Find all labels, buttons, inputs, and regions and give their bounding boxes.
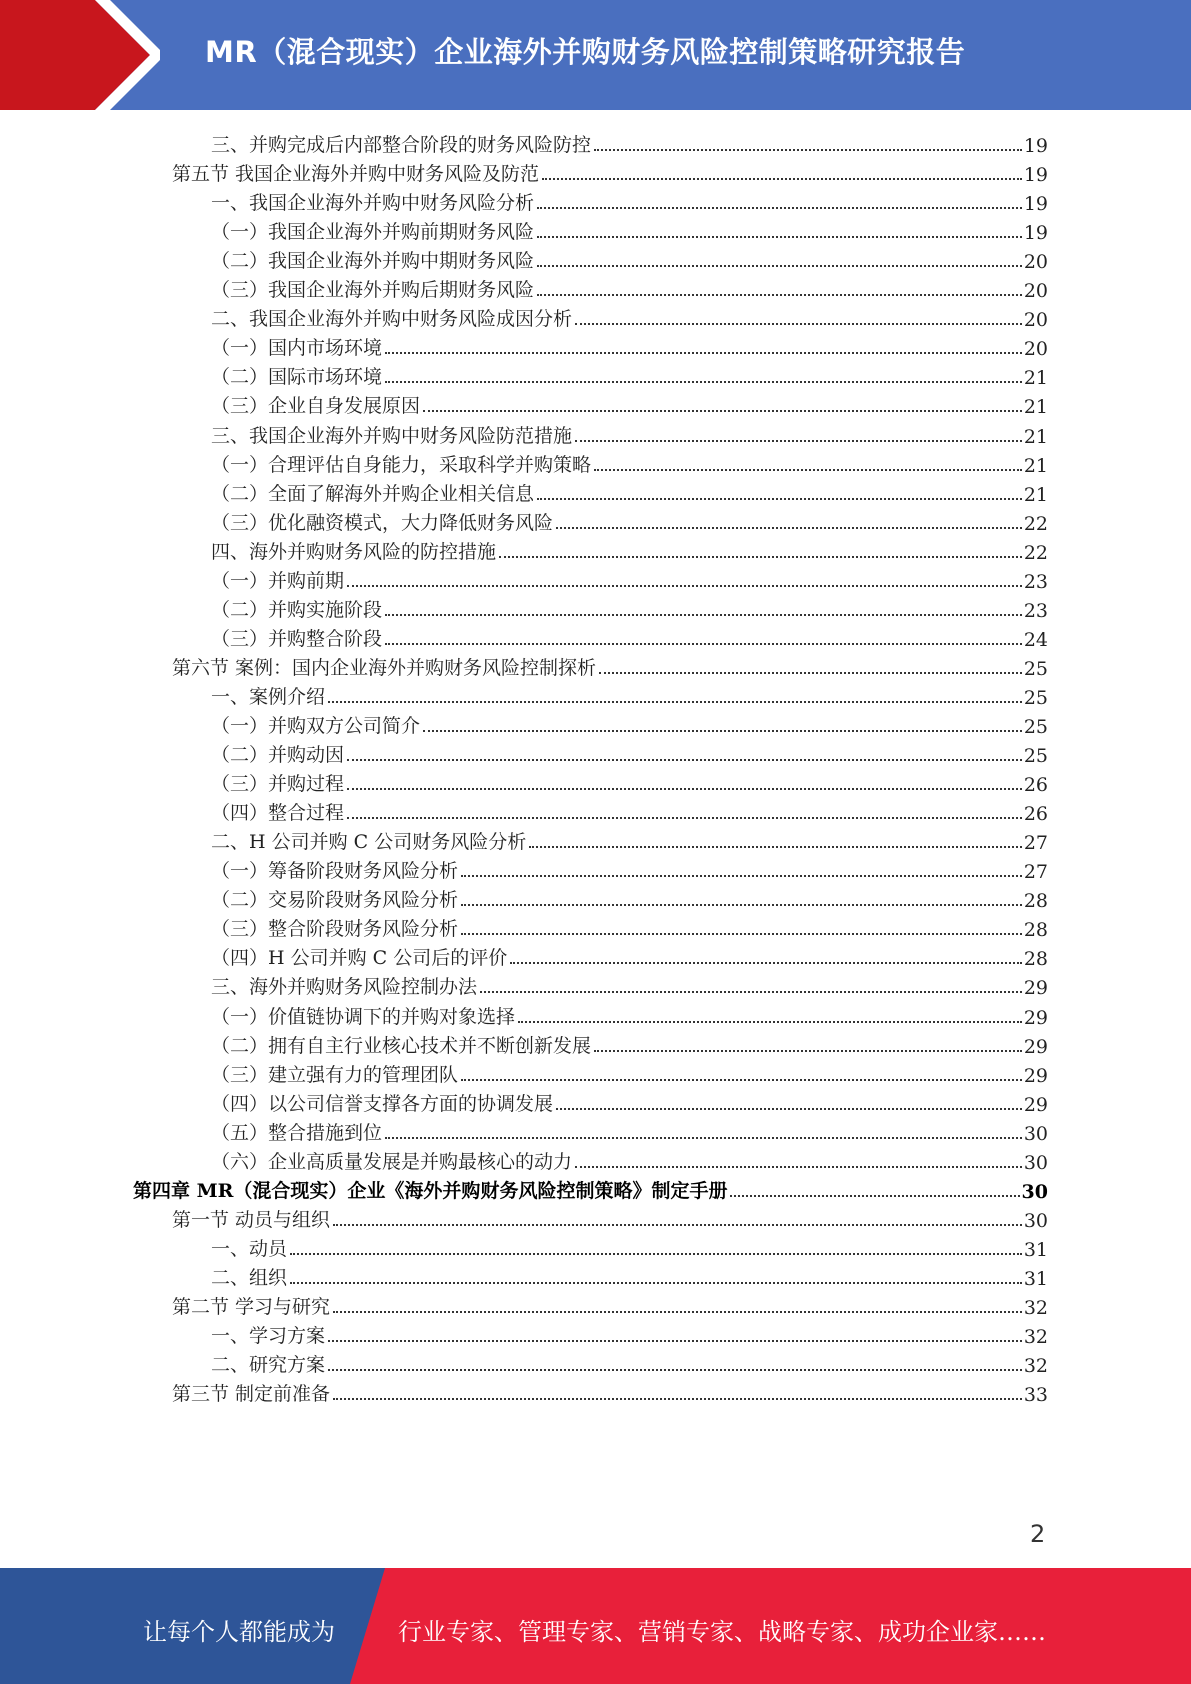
toc-entry-title: 三、并购完成后内部整合阶段的财务风险防控 xyxy=(211,134,592,156)
toc-entry-title: （一）并购双方公司简介 xyxy=(211,715,421,737)
toc-entry[interactable] xyxy=(211,1346,1048,1377)
toc-dot-leader xyxy=(537,264,1022,267)
toc-entry-title: （二）全面了解海外并购企业相关信息 xyxy=(211,482,535,505)
toc-entry-title: （五）整合措施到位 xyxy=(211,1121,383,1144)
toc-entry-page: 32 xyxy=(1023,1355,1048,1378)
toc-entry-title: 一、我国企业海外并购中财务风险分析 xyxy=(211,192,535,215)
header-chevron-icon xyxy=(0,0,160,110)
toc-dot-leader xyxy=(537,293,1022,296)
toc-entry-page: 25 xyxy=(1023,657,1048,680)
toc-entry-page: 19 xyxy=(1023,164,1048,187)
footer-slogan-right: 行业专家、管理专家、营销专家、战略专家、成功企业家…… xyxy=(398,1618,1046,1646)
toc-entry-page: 29 xyxy=(1023,1035,1048,1058)
toc-dot-leader xyxy=(461,1078,1022,1081)
toc-dot-leader xyxy=(385,351,1022,354)
toc-dot-leader xyxy=(347,816,1022,819)
toc-dot-leader xyxy=(347,787,1022,790)
toc-entry-title: （三）并购整合阶段 xyxy=(211,627,383,650)
header-band xyxy=(0,0,1191,110)
toc-entry[interactable] xyxy=(211,533,1048,564)
toc-entry-page: 32 xyxy=(1023,1297,1048,1319)
toc-entry-title: 二、组织 xyxy=(211,1266,288,1289)
toc-entry-title: 第二节 学习与研究 xyxy=(172,1296,331,1318)
toc-entry[interactable] xyxy=(211,213,1048,244)
toc-dot-leader xyxy=(594,1049,1022,1052)
toc-entry-title: 第六节 案例：国内企业海外并购财务风险控制探析 xyxy=(172,656,597,679)
toc-entry[interactable] xyxy=(172,649,1048,680)
toc-entry[interactable] xyxy=(211,998,1048,1029)
toc-entry-page: 23 xyxy=(1023,570,1048,593)
toc-entry-page: 27 xyxy=(1023,861,1048,884)
toc-entry[interactable] xyxy=(211,823,1048,854)
toc-entry[interactable] xyxy=(211,707,1048,738)
toc-dot-leader xyxy=(385,1136,1022,1139)
toc-dot-leader xyxy=(542,177,1022,180)
toc-entry[interactable] xyxy=(211,562,1048,593)
toc-entry[interactable] xyxy=(211,1056,1048,1087)
footer-slogan-left: 让每个人都能成为 xyxy=(143,1618,335,1646)
toc-entry[interactable] xyxy=(211,358,1048,389)
toc-dot-leader xyxy=(290,1252,1022,1255)
toc-entry-title: （二）交易阶段财务风险分析 xyxy=(211,889,459,912)
toc-entry-title: （三）优化融资模式，大力降低财务风险 xyxy=(211,511,554,534)
toc-dot-leader xyxy=(423,409,1022,412)
toc-dot-leader xyxy=(556,1107,1022,1110)
toc-entry-title: 一、动员 xyxy=(211,1237,288,1260)
toc-entry[interactable] xyxy=(211,852,1048,883)
toc-entry-title: 第三节 制定前准备 xyxy=(172,1383,331,1406)
toc-entry-page: 27 xyxy=(1023,832,1048,855)
toc-entry[interactable] xyxy=(172,1375,1048,1406)
toc-dot-leader xyxy=(461,874,1022,877)
toc-entry-title: 一、案例介绍 xyxy=(211,685,326,708)
toc-entry-page: 26 xyxy=(1023,803,1048,826)
toc-entry-page: 31 xyxy=(1023,1238,1048,1261)
toc-entry-page: 21 xyxy=(1023,367,1048,390)
toc-entry-title: （二）并购动因 xyxy=(211,744,345,767)
toc-entry[interactable] xyxy=(211,1114,1048,1145)
toc-entry-title: （二）并购实施阶段 xyxy=(211,598,383,621)
toc-dot-leader xyxy=(347,758,1022,761)
toc-entry-title: （二）国际市场环境 xyxy=(211,366,383,389)
toc-dot-leader xyxy=(480,990,1022,993)
toc-entry-page: 25 xyxy=(1023,745,1048,768)
toc-entry-title: （一）我国企业海外并购前期财务风险 xyxy=(211,221,535,244)
toc-entry-page: 20 xyxy=(1023,251,1048,274)
toc-dot-leader xyxy=(556,526,1022,529)
toc-entry-page: 22 xyxy=(1023,512,1048,535)
toc-entry-page: 32 xyxy=(1023,1326,1048,1349)
toc-entry-page: 33 xyxy=(1023,1384,1048,1407)
toc-dot-leader xyxy=(518,1020,1022,1023)
toc-entry[interactable] xyxy=(211,126,1048,157)
toc-entry[interactable] xyxy=(172,1201,1048,1232)
toc-entry-title: （三）并购过程 xyxy=(211,773,345,796)
toc-dot-leader xyxy=(575,1165,1022,1168)
toc-entry[interactable] xyxy=(211,1317,1048,1348)
toc-entry-page: 21 xyxy=(1023,454,1048,477)
toc-entry[interactable] xyxy=(211,1085,1048,1116)
toc-entry[interactable] xyxy=(211,329,1048,360)
toc-dot-leader xyxy=(499,555,1022,558)
toc-entry-title: （三）企业自身发展原因 xyxy=(211,395,421,418)
toc-entry-title: 二、研究方案 xyxy=(211,1354,326,1377)
toc-entry-page: 20 xyxy=(1023,338,1048,361)
footer-band xyxy=(0,1568,1191,1684)
toc-dot-leader xyxy=(594,468,1022,471)
toc-dot-leader xyxy=(333,1223,1022,1226)
toc-entry[interactable] xyxy=(172,155,1048,186)
toc-entry-page: 30 xyxy=(1023,1122,1048,1145)
toc-entry-page: 21 xyxy=(1023,483,1048,506)
toc-entry-page: 31 xyxy=(1023,1267,1048,1290)
toc-entry[interactable] xyxy=(211,939,1048,970)
toc-entry[interactable] xyxy=(172,1288,1048,1319)
toc-dot-leader xyxy=(510,961,1022,964)
toc-entry[interactable] xyxy=(211,475,1048,506)
toc-entry-title: （三）我国企业海外并购后期财务风险 xyxy=(211,279,535,302)
toc-entry[interactable] xyxy=(211,446,1048,477)
toc-entry-title: （一）并购前期 xyxy=(211,569,345,592)
toc-entry[interactable] xyxy=(211,736,1048,767)
toc-entry-page: 25 xyxy=(1023,686,1048,709)
toc-entry-title: （二）我国企业海外并购中期财务风险 xyxy=(211,250,535,273)
toc-entry-title: （四）整合过程 xyxy=(211,802,345,825)
toc-entry[interactable] xyxy=(211,271,1048,302)
toc-entry-page: 28 xyxy=(1023,919,1048,942)
toc-entry-page: 20 xyxy=(1023,280,1048,303)
toc-dot-leader xyxy=(537,497,1022,500)
toc-entry[interactable] xyxy=(211,620,1048,651)
toc-entry-title: （一）合理评估自身能力，采取科学并购策略 xyxy=(211,453,592,476)
toc-entry[interactable] xyxy=(211,910,1048,941)
toc-dot-leader xyxy=(328,700,1022,703)
page-number: 2 xyxy=(1030,1520,1046,1548)
toc-entry-title: （四）以公司信誉支撑各方面的协调发展 xyxy=(211,1092,554,1115)
toc-dot-leader xyxy=(575,439,1022,442)
toc-entry-page: 19 xyxy=(1023,222,1048,245)
toc-entry-page: 19 xyxy=(1023,193,1048,216)
toc-entry-title: 四、海外并购财务风险的防控措施 xyxy=(211,540,497,563)
toc-entry[interactable] xyxy=(211,242,1048,273)
toc-dot-leader xyxy=(385,380,1022,383)
toc-entry-page: 29 xyxy=(1023,1064,1048,1087)
toc-entry-title: （二）拥有自主行业核心技术并不断创新发展 xyxy=(211,1034,592,1057)
toc-entry-page: 25 xyxy=(1023,716,1048,738)
toc-entry-title: （四）H 公司并购 C 公司后的评价 xyxy=(211,947,508,970)
toc-entry[interactable] xyxy=(211,504,1048,535)
toc-entry-page: 22 xyxy=(1023,541,1048,564)
toc-entry-page: 29 xyxy=(1023,1093,1048,1116)
toc-entry[interactable] xyxy=(211,1027,1048,1058)
toc-entry[interactable] xyxy=(211,881,1048,912)
toc-dot-leader xyxy=(423,729,1022,732)
toc-entry-title: （一）价值链协调下的并购对象选择 xyxy=(211,1005,516,1028)
document-title: MR（混合现实）企业海外并购财务风险控制策略研究报告 xyxy=(205,35,966,69)
toc-entry[interactable] xyxy=(211,184,1048,215)
toc-entry-title: 第一节 动员与组织 xyxy=(172,1208,331,1231)
toc-dot-leader xyxy=(333,1397,1022,1400)
toc-entry-page: 29 xyxy=(1023,1006,1048,1029)
toc-entry[interactable] xyxy=(211,765,1048,796)
toc-entry[interactable] xyxy=(211,968,1048,999)
toc-entry[interactable] xyxy=(211,1230,1048,1261)
toc-entry-title: 三、我国企业海外并购中财务风险防范措施 xyxy=(211,424,573,447)
toc-entry[interactable] xyxy=(133,1172,1048,1203)
toc-entry-page: 20 xyxy=(1023,309,1048,332)
toc-entry[interactable] xyxy=(211,794,1048,825)
toc-dot-leader xyxy=(461,903,1022,906)
toc-dot-leader xyxy=(385,613,1022,616)
toc-dot-leader xyxy=(599,671,1022,674)
toc-entry-title: 第四章 MR（混合现实）企业《海外并购财务风险控制策略》制定手册 xyxy=(133,1179,728,1202)
toc-entry-page: 23 xyxy=(1023,599,1048,622)
toc-dot-leader xyxy=(529,845,1022,848)
toc-dot-leader xyxy=(537,235,1022,238)
toc-dot-leader xyxy=(333,1310,1022,1313)
toc-entry-page: 24 xyxy=(1023,628,1048,651)
toc-dot-leader xyxy=(461,932,1022,935)
toc-entry[interactable] xyxy=(211,300,1048,331)
toc-dot-leader xyxy=(328,1339,1022,1342)
toc-dot-leader xyxy=(575,322,1022,325)
toc-entry-page: 29 xyxy=(1023,977,1048,1000)
toc-entry-title: （一）国内市场环境 xyxy=(211,337,383,360)
toc-entry-page: 21 xyxy=(1023,425,1048,448)
toc-entry-page: 30 xyxy=(1021,1180,1048,1203)
toc-entry-title: （六）企业高质量发展是并购最核心的动力 xyxy=(211,1150,573,1173)
toc-entry-title: （三）整合阶段财务风险分析 xyxy=(211,918,459,941)
toc-dot-leader xyxy=(385,642,1022,645)
toc-entry[interactable] xyxy=(211,417,1048,448)
toc-entry-page: 30 xyxy=(1023,1209,1048,1232)
toc-entry[interactable] xyxy=(211,1143,1048,1174)
toc-entry-title: （三）建立强有力的管理团队 xyxy=(211,1063,459,1086)
toc-entry-title: 一、学习方案 xyxy=(211,1325,326,1348)
toc-entry-title: 三、海外并购财务风险控制办法 xyxy=(211,976,478,999)
toc-entry-page: 21 xyxy=(1023,396,1048,419)
toc-dot-leader xyxy=(594,148,1022,151)
toc-dot-leader xyxy=(328,1368,1022,1371)
toc-entry-title: 二、我国企业海外并购中财务风险成因分析 xyxy=(211,308,573,331)
toc-entry[interactable] xyxy=(211,678,1048,709)
toc-entry-page: 26 xyxy=(1023,774,1048,797)
toc-entry[interactable] xyxy=(211,1259,1048,1290)
toc-dot-leader xyxy=(290,1281,1022,1284)
toc-entry-title: （一）筹备阶段财务风险分析 xyxy=(211,860,459,883)
toc-entry[interactable] xyxy=(211,387,1048,418)
toc-dot-leader xyxy=(537,206,1022,209)
toc-entry[interactable] xyxy=(211,591,1048,622)
toc-entry-page: 28 xyxy=(1023,948,1048,971)
toc-entry-page: 28 xyxy=(1023,890,1048,913)
toc-dot-leader xyxy=(347,584,1022,587)
toc-entry-title: 第五节 我国企业海外并购中财务风险及防范 xyxy=(172,163,540,186)
toc-entry-title: 二、H 公司并购 C 公司财务风险分析 xyxy=(211,831,527,854)
toc-dot-leader xyxy=(730,1194,1019,1197)
toc-entry-page: 19 xyxy=(1023,135,1048,157)
toc-entry-page: 30 xyxy=(1023,1151,1048,1174)
